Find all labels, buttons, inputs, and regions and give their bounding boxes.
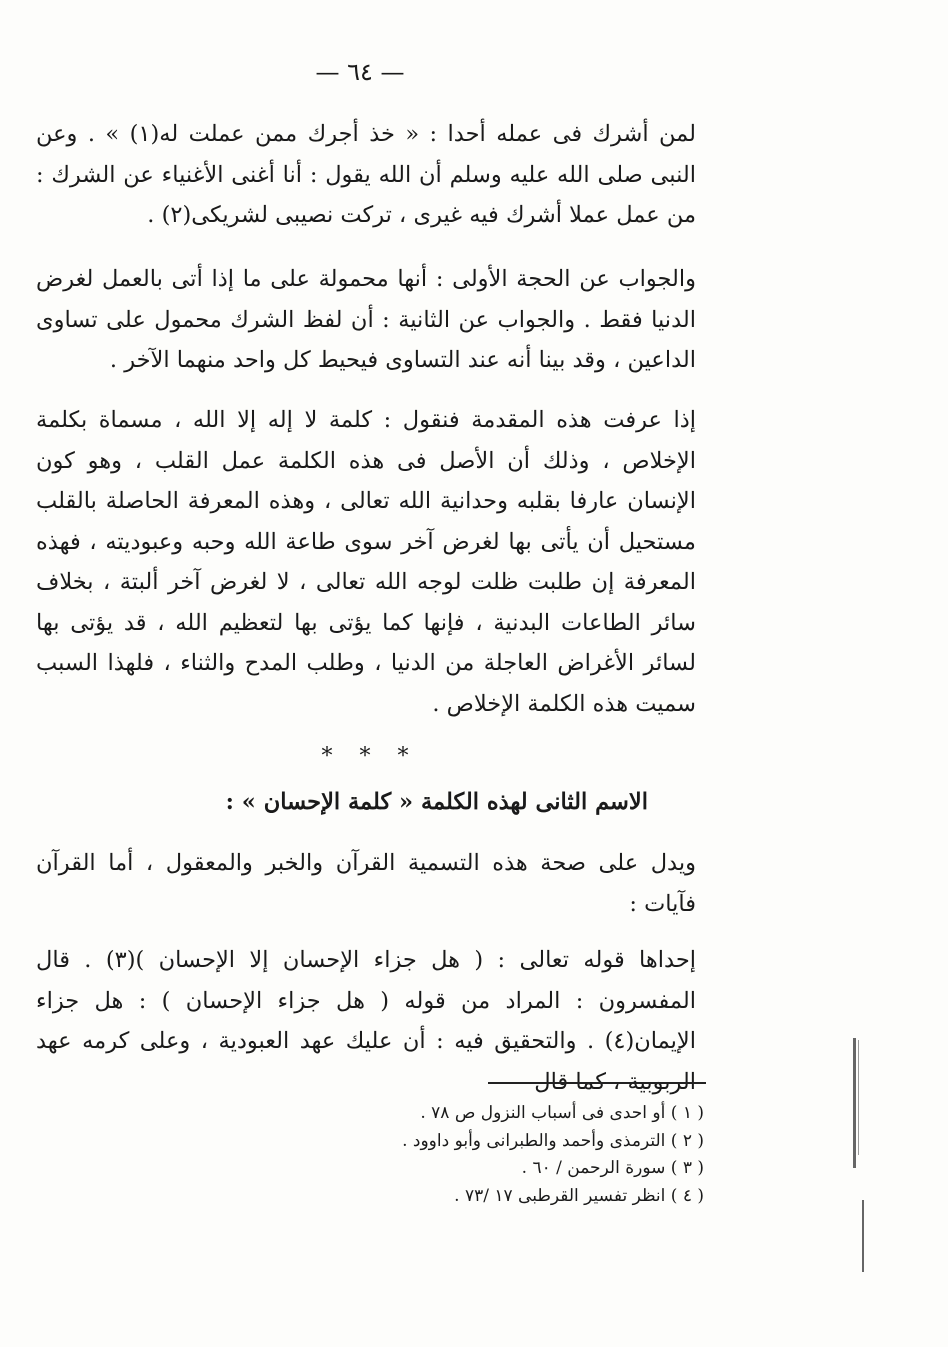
section-separator: * * * (321, 744, 419, 769)
footnote-2: ( ٢ ) الترمذى وأحمد والطبرانى وأبو داوود . (402, 1130, 704, 1151)
paragraph-5 (36, 940, 696, 1102)
scan-edge-mark (862, 1200, 864, 1272)
footnote-3: ( ٣ ) سورة الرحمن / ٦٠ . (521, 1158, 704, 1178)
footnote-1: ( ١ ) أو احدى فى أسباب النزول ص ٧٨ . (420, 1103, 704, 1123)
section-heading: الاسم الثانى لهذه الكلمة « كلمة الإحسان » : (225, 789, 648, 815)
paragraph-text: والجواب عن الحجة الأولى : أنها محمولة على ما إذا أتى بالعمل لغرض الدنيا فقط . والجواب عن الثانية : أن لفظ الشرك محمول على تساوى الداعين ، وقد بينا أنه عند التساوى فيحيط كل واحد منهما الآخر . (36, 266, 696, 373)
footnotes (144, 1100, 704, 1210)
scan-edge-mark (858, 1040, 859, 1155)
paragraph-3 (36, 400, 696, 724)
footnote-rule (488, 1082, 706, 1084)
page-number: — ٦٤ — (315, 58, 405, 86)
paragraph-4 (36, 843, 696, 924)
paragraph-1 (36, 114, 696, 236)
paragraph-text: إحداها قوله تعالى : ( هل جزاء الإحسان إلا الإحسان )(٣) . قال المفسرون : المراد من قوله ( هل جزاء الإحسان ) : هل جزاء الإيمان(٤) . والتحقيق فيه : أن عليك عهد العبودية ، وعلى كرمه عهد الربوبية ، كما قال (36, 947, 696, 1095)
paragraph-2 (36, 259, 696, 381)
footnote-4: ( ٤ ) انظر تفسير القرطبى ١٧ /٧٣ . (454, 1185, 704, 1206)
paragraph-text: إذا عرفت هذه المقدمة فنقول : كلمة لا إله إلا الله ، مسماة بكلمة الإخلاص ، وذلك أن الأصل فى هذه الكلمة عمل القلب ، وهو كون الإنسان عارفا بقلبه وحدانية الله تعالى ، وهذه المعرفة الحاصلة بالقلب مستحيل أن يأتى بها لغرض آخر سوى طاعة الله وحبه وعبوديته ، فهذه المعرفة إن طلبت ظلت لوجه الله تعالى ، لا لغرض آخر ألبتة ، بخلاف سائر الطاعات البدنية ، فإنها كما يؤتى بها لتعظيم الله ، قد يؤتى بها لسائر الأغراض العاجلة من الدنيا ، وطلب المدح والثناء ، فلهذا السبب سميت هذه الكلمة الإخلاص . (36, 407, 696, 717)
scan-edge-mark (853, 1038, 856, 1168)
paragraph-text: لمن أشرك فى عمله أحدا : « خذ أجرك ممن عملت له(١) » . وعن النبى صلى الله عليه وسلم أن الله يقول : أنا أغنى الأغنياء عن الشرك : من عمل عملا أشرك فيه غيرى ، تركت نصيبى لشريكى(٢) . (36, 121, 696, 228)
paragraph-text: ويدل على صحة هذه التسمية القرآن والخبر والمعقول ، أما القرآن فآيات : (36, 850, 696, 917)
